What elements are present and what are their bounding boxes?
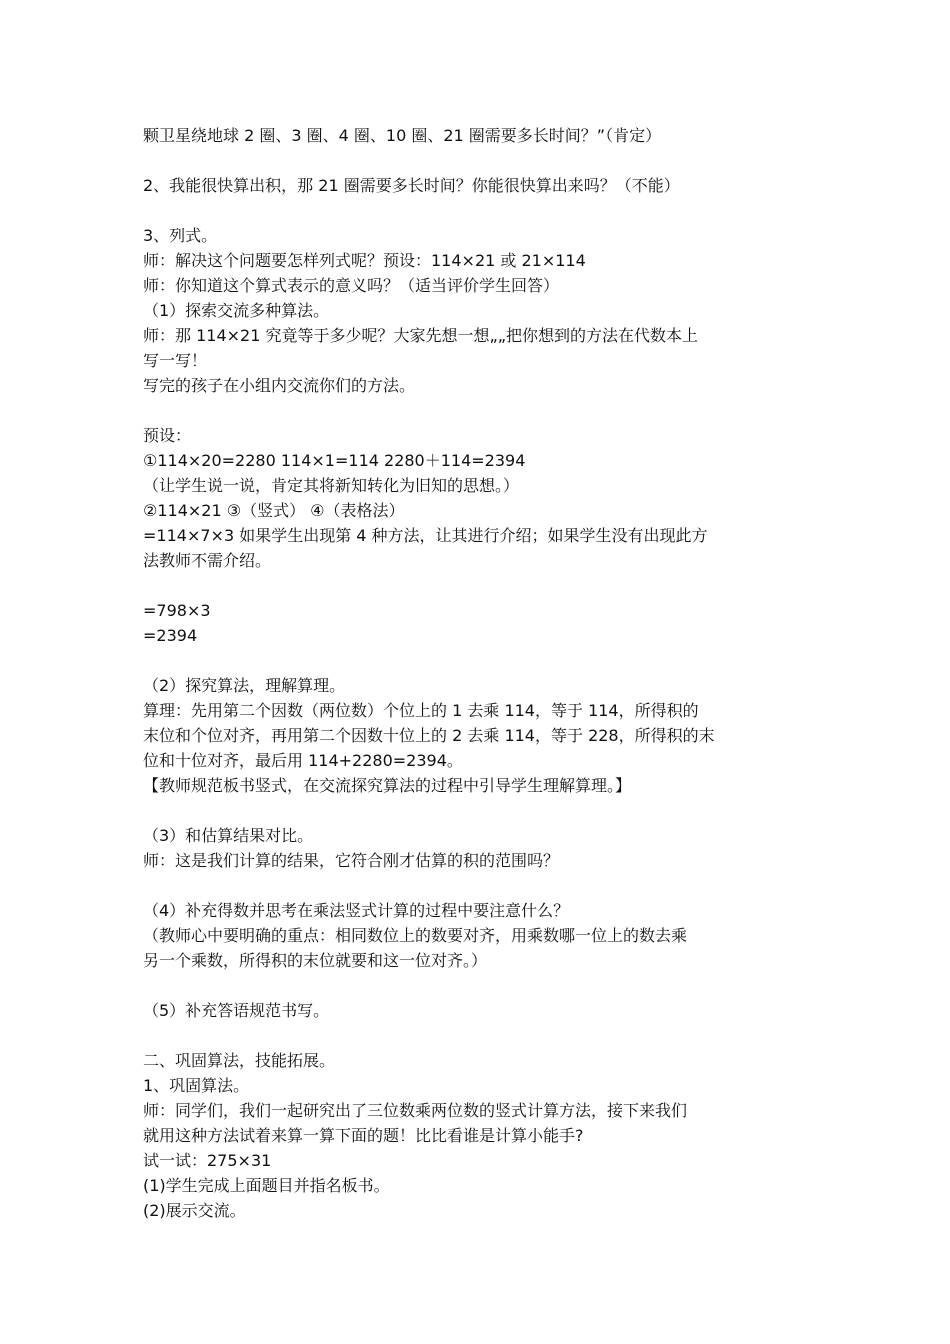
text-line: 另一个乘数，所得积的末位就要和这一位对齐。） <box>143 951 488 970</box>
text-line: 颗卫星绕地球 2 圈、3 圈、4 圈、10 圈、21 圈需要多长时间？”（肯定） <box>143 126 662 145</box>
text-line: 师：解决这个问题要怎样列式呢？预设：114×21 或 21×114 <box>143 251 586 270</box>
text-line: 二、巩固算法，技能拓展。 <box>143 1051 336 1070</box>
text-line: =798×3 <box>143 601 211 620</box>
text-line: （4）补充得数并思考在乘法竖式计算的过程中要注意什么？ <box>143 901 570 920</box>
text-line: 写一写！ <box>143 351 208 370</box>
text-line: （2）探究算法，理解算理。 <box>143 676 346 695</box>
text-line: ①114×20=2280 114×1=114 2280＋114=2394 <box>143 451 526 470</box>
text-line: =2394 <box>143 626 198 645</box>
text-line: 1、巩固算法。 <box>143 1076 250 1095</box>
text-line: （1）探索交流多种算法。 <box>143 301 330 320</box>
text-line: 【教师规范板书竖式，在交流探究算法的过程中引导学生理解算理。】 <box>143 776 632 795</box>
text-line: 2、我能很快算出积，那 21 圈需要多长时间？你能很快算出来吗？（不能） <box>143 176 680 195</box>
text-line: 师：那 114×21 究竟等于多少呢？大家先想一想„„把你想到的方法在代数本上 <box>143 326 699 345</box>
text-line: 末位和个位对齐，再用第二个因数十位上的 2 去乘 114，等于 228，所得积的末 <box>143 726 715 745</box>
text-line: (1)学生完成上面题目并指名板书。 <box>143 1176 390 1195</box>
text-line: （3）和估算结果对比。 <box>143 826 314 845</box>
text-line: 写完的孩子在小组内交流你们的方法。 <box>143 376 416 395</box>
text-line: 法教师不需介绍。 <box>143 551 272 570</box>
text-line: 师：这是我们计算的结果，它符合刚才估算的积的范围吗？ <box>143 851 560 870</box>
text-line: =114×7×3 如果学生出现第 4 种方法，让其进行介绍；如果学生没有出现此方 <box>143 526 708 545</box>
text-line: （让学生说一说，肯定其将新知转化为旧知的思想。） <box>143 476 520 495</box>
text-line: 就用这种方法试着来算一算下面的题！比比看谁是计算小能手? <box>143 1126 584 1145</box>
text-line: 位和十位对齐，最后用 114+2280=2394。 <box>143 751 463 770</box>
text-line: ②114×21 ③（竖式） ④（表格法） <box>143 501 405 520</box>
text-line: 预设： <box>143 426 192 445</box>
text-line: 算理：先用第二个因数（两位数）个位上的 1 去乘 114，等于 114，所得积的 <box>143 701 699 720</box>
text-line: (2)展示交流。 <box>143 1201 246 1220</box>
text-line: （教师心中要明确的重点：相同数位上的数要对齐，用乘数哪一位上的数去乘 <box>143 926 688 945</box>
text-line: 师：你知道这个算式表示的意义吗？（适当评价学生回答） <box>143 276 560 295</box>
text-line: 试一试：275×31 <box>143 1151 272 1170</box>
text-line: 师：同学们，我们一起研究出了三位数乘两位数的竖式计算方法，接下来我们 <box>143 1101 688 1120</box>
text-line: 3、列式。 <box>143 226 218 245</box>
text-line: （5）补充答语规范书写。 <box>143 1001 330 1020</box>
